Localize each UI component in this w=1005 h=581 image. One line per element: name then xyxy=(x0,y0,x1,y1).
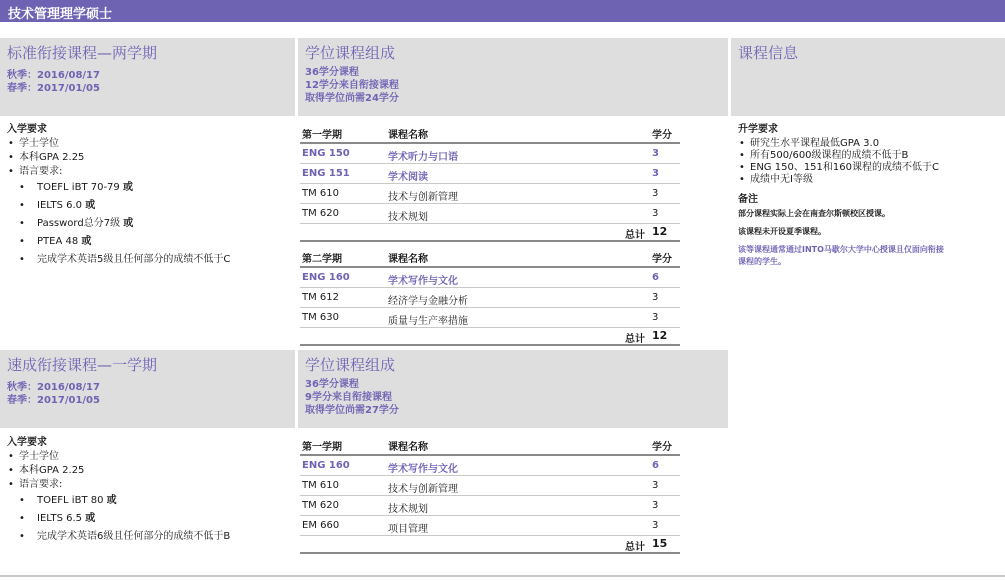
course-code: TM 630 xyxy=(302,312,340,323)
list-item xyxy=(7,510,230,528)
note-highlight-line: 该等课程通常通过INTO马歇尔大学中心授课且仅面向衔接 xyxy=(738,245,944,254)
notes-title: 备注 xyxy=(738,194,758,205)
admission-title: 入学要求 xyxy=(7,437,47,448)
course-credits: 3 xyxy=(652,520,659,531)
course-info-header xyxy=(731,38,1005,116)
lang-req: TOEFL iBT 80 xyxy=(37,495,107,506)
accelerated-composition xyxy=(298,350,728,428)
col-header: 第一学期 xyxy=(302,130,342,141)
accelerated-sem1-table xyxy=(300,434,680,554)
list-item xyxy=(7,492,230,510)
course-code: TM 610 xyxy=(302,480,340,491)
course-name: 技术与创新管理 xyxy=(388,484,458,495)
total-value: 15 xyxy=(652,537,668,550)
lang-req: 完成学术英语6级且任何部分的成绩不低于B xyxy=(37,531,231,542)
standard-date-fall: 秋季：2016/08/17 xyxy=(7,70,100,81)
list-item xyxy=(7,197,230,215)
table-row xyxy=(300,308,680,328)
list-item xyxy=(7,215,230,233)
col-header: 课程名称 xyxy=(388,442,428,453)
table-total-row xyxy=(300,536,680,554)
table-row xyxy=(300,476,680,496)
col-header: 课程名称 xyxy=(388,254,428,265)
total-value: 12 xyxy=(652,329,668,342)
col-header: 学分 xyxy=(652,442,672,453)
table-total-row xyxy=(300,224,680,242)
course-credits: 3 xyxy=(652,208,659,219)
course-code: TM 612 xyxy=(302,292,340,303)
note-highlight xyxy=(738,244,1003,268)
composition-line: 36学分课程 xyxy=(305,67,359,78)
table-row xyxy=(300,204,680,224)
accelerated-header xyxy=(0,350,295,428)
table-header xyxy=(300,122,680,144)
course-name: 技术规划 xyxy=(388,504,428,515)
program-title: 技术管理理学硕士 xyxy=(8,7,113,22)
table-row xyxy=(300,184,680,204)
lang-req: IELTS 6.0 xyxy=(37,200,86,211)
standard-header xyxy=(0,38,295,116)
course-name: 质量与生产率措施 xyxy=(388,316,468,327)
composition-line: 12学分来自衔接课程 xyxy=(305,80,399,91)
course-name: 技术规划 xyxy=(388,212,428,223)
total-value: 12 xyxy=(652,225,668,238)
col-header: 第一学期 xyxy=(302,442,342,453)
or-word: 或 xyxy=(122,182,133,193)
standard-composition xyxy=(298,38,728,116)
or-word: 或 xyxy=(123,218,134,229)
list-item: • 学士学位 xyxy=(7,450,230,464)
standard-date-spring: 春季：2017/01/05 xyxy=(7,83,100,94)
accelerated-title: 速成衔接课程—一学期 xyxy=(7,356,158,374)
total-label: 总计 xyxy=(625,334,645,345)
list-item xyxy=(7,251,230,269)
or-word: 或 xyxy=(81,236,92,247)
course-code: EM 660 xyxy=(302,520,340,531)
composition-title: 学位课程组成 xyxy=(305,356,396,374)
composition-line: 9学分来自衔接课程 xyxy=(305,392,392,403)
table-row xyxy=(300,268,680,288)
course-credits: 3 xyxy=(652,188,659,199)
or-word: 或 xyxy=(106,495,117,506)
or-word: 或 xyxy=(85,200,96,211)
list-item: • 语言要求: xyxy=(7,478,230,492)
course-code: TM 620 xyxy=(302,500,340,511)
list-item xyxy=(7,179,230,197)
or-word: 或 xyxy=(85,513,96,524)
list-item xyxy=(7,233,230,251)
course-code: ENG 151 xyxy=(302,168,350,179)
col-header: 第二学期 xyxy=(302,254,342,265)
course-code: TM 610 xyxy=(302,188,340,199)
table-row xyxy=(300,496,680,516)
composition-line: 取得学位尚需27学分 xyxy=(305,405,399,416)
list-item: • ENG 150、151和160课程的成绩不低于C xyxy=(738,162,1003,174)
table-row xyxy=(300,144,680,164)
note-line: 部分课程实际上会在南查尔斯顿校区授课。 xyxy=(738,209,890,218)
admission-title: 入学要求 xyxy=(7,124,47,135)
program-title-bar xyxy=(0,0,1005,22)
composition-line: 取得学位尚需24学分 xyxy=(305,93,399,104)
course-credits: 6 xyxy=(652,272,659,283)
note-highlight-line: 课程的学生。 xyxy=(738,257,786,266)
list-item: • 所有500/600级课程的成绩不低于B xyxy=(738,150,1003,162)
course-credits: 3 xyxy=(652,292,659,303)
table-total-row xyxy=(300,328,680,346)
bottom-divider xyxy=(0,575,1005,577)
course-name: 学术写作与文化 xyxy=(388,464,458,475)
course-credits: 6 xyxy=(652,460,659,471)
accelerated-date-spring: 春季：2017/01/05 xyxy=(7,395,100,406)
standard-sem1-table xyxy=(300,122,680,242)
lang-req: PTEA 48 xyxy=(37,236,82,247)
progression-title: 升学要求 xyxy=(738,124,778,135)
list-item: • 本科GPA 2.25 xyxy=(7,464,230,478)
table-row xyxy=(300,164,680,184)
list-item: • 研究生水平课程最低GPA 3.0 xyxy=(738,138,1003,150)
course-info-title: 课程信息 xyxy=(738,44,799,62)
table-header xyxy=(300,246,680,268)
list-item: • 本科GPA 2.25 xyxy=(7,151,230,165)
table-row xyxy=(300,456,680,476)
table-header xyxy=(300,434,680,456)
course-name: 学术听力与口语 xyxy=(388,152,458,163)
course-code: ENG 160 xyxy=(302,460,350,471)
list-item: • 学士学位 xyxy=(7,137,230,151)
list-item: • 成绩中无I等级 xyxy=(738,174,1003,186)
course-name: 学术阅读 xyxy=(388,172,428,183)
total-label: 总计 xyxy=(625,230,645,241)
lang-req: TOEFL iBT 70-79 xyxy=(37,182,123,193)
course-name: 学术写作与文化 xyxy=(388,276,458,287)
course-code: TM 620 xyxy=(302,208,340,219)
course-name: 技术与创新管理 xyxy=(388,192,458,203)
lang-req: 完成学术英语5级且任何部分的成绩不低于C xyxy=(37,254,231,265)
course-credits: 3 xyxy=(652,168,659,179)
note-line: 该课程未开设夏季课程。 xyxy=(738,227,826,236)
accelerated-admission xyxy=(7,436,230,546)
course-name: 项目管理 xyxy=(388,524,428,535)
standard-title: 标准衔接课程—两学期 xyxy=(7,44,158,62)
table-row xyxy=(300,516,680,536)
list-item xyxy=(7,528,230,546)
col-header: 学分 xyxy=(652,130,672,141)
table-row xyxy=(300,288,680,308)
course-credits: 3 xyxy=(652,500,659,511)
course-credits: 3 xyxy=(652,312,659,323)
course-code: ENG 160 xyxy=(302,272,350,283)
course-credits: 3 xyxy=(652,148,659,159)
col-header: 课程名称 xyxy=(388,130,428,141)
composition-title: 学位课程组成 xyxy=(305,44,396,62)
standard-sem2-table xyxy=(300,246,680,346)
lang-req: IELTS 6.5 xyxy=(37,513,86,524)
list-item: • 语言要求: xyxy=(7,165,230,179)
standard-admission xyxy=(7,123,230,269)
col-header: 学分 xyxy=(652,254,672,265)
course-code: ENG 150 xyxy=(302,148,350,159)
course-info xyxy=(738,124,1003,268)
accelerated-date-fall: 秋季：2016/08/17 xyxy=(7,382,100,393)
composition-line: 36学分课程 xyxy=(305,379,359,390)
lang-req: Password总分7级 xyxy=(37,218,124,229)
course-credits: 3 xyxy=(652,480,659,491)
total-label: 总计 xyxy=(625,542,645,553)
course-name: 经济学与金融分析 xyxy=(388,296,468,307)
